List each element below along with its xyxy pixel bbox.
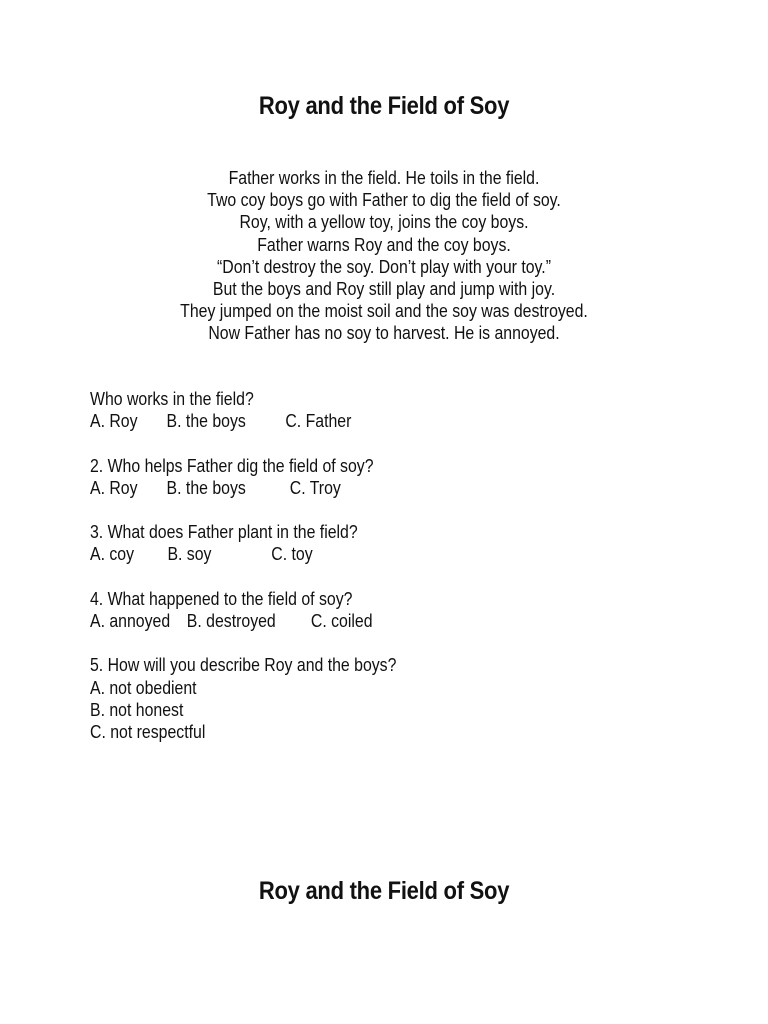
question-text: 5. How will you describe Roy and the boys? (90, 655, 397, 676)
question-list (90, 388, 690, 765)
story-passage (0, 167, 768, 345)
option-c: C. coiled (310, 610, 373, 631)
option-c: C. Troy (289, 477, 341, 498)
question-text: 4. What happened to the field of soy? (90, 588, 353, 609)
option-a: A. not obedient (90, 677, 197, 698)
story-line: Roy, with a yellow toy, joins the coy boys. (239, 212, 529, 233)
option-c: C. toy (271, 544, 313, 565)
option-b: B. destroyed (186, 610, 276, 631)
question-options (90, 610, 618, 632)
option-c: C. not respectful (90, 721, 206, 742)
question-text: 2. Who helps Father dig the field of soy? (90, 455, 374, 476)
question-options (90, 543, 618, 565)
question-item (90, 388, 690, 432)
question-item (90, 455, 690, 499)
question-options (90, 410, 618, 432)
option-a: A. Roy (90, 411, 138, 432)
story-line: Now Father has no soy to harvest. He is annoyed. (208, 323, 560, 344)
option-b: B. the boys (166, 411, 246, 432)
question-item (90, 588, 690, 632)
question-text: Who works in the field? (90, 389, 254, 409)
story-line: Father works in the field. He toils in the field. (228, 168, 540, 188)
option-a: A. coy (90, 544, 135, 565)
question-item (90, 654, 690, 743)
option-c: C. Father (285, 411, 352, 432)
story-line: They jumped on the moist soil and the soy was destroyed. (180, 301, 588, 322)
option-b: B. soy (167, 544, 212, 565)
option-a: A. annoyed (90, 610, 171, 631)
question-text: 3. What does Father plant in the field? (90, 522, 358, 543)
story-line: Father warns Roy and the coy boys. (257, 234, 511, 255)
story-line: “Don’t destroy the soy. Don’t play with your toy.” (217, 256, 551, 277)
question-options (90, 477, 618, 499)
option-b: B. not honest (90, 699, 184, 720)
page-title-second: Roy and the Field of Soy (258, 877, 510, 905)
story-line: But the boys and Roy still play and jump with joy. (212, 279, 556, 300)
option-a: A. Roy (90, 477, 138, 498)
option-b: B. the boys (166, 477, 246, 498)
question-item (90, 521, 690, 565)
story-line: Two coy boys go with Father to dig the field of soy. (207, 190, 561, 211)
page-title: Roy and the Field of Soy (258, 92, 510, 120)
